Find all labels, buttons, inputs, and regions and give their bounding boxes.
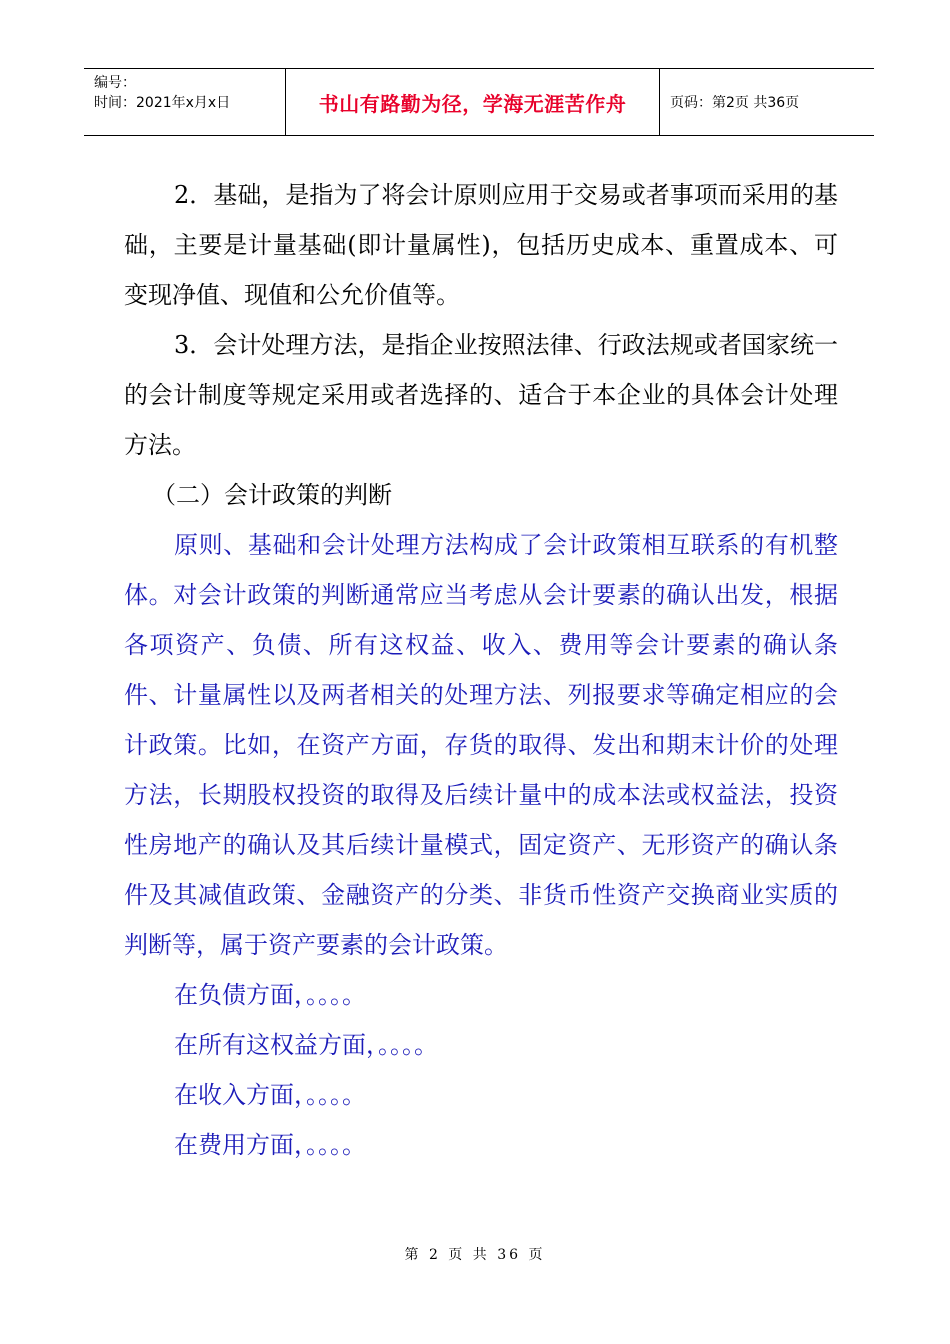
header-meta [84, 69, 286, 135]
section-heading: （二）会计政策的判断 [152, 481, 392, 509]
document-body [124, 170, 838, 1170]
page-info-text: 页码：第2页 共36页 [670, 95, 800, 111]
page-header [84, 68, 874, 136]
paragraph-liabilities: 在负债方面，。。。。 [174, 981, 366, 1009]
header-motto [286, 69, 660, 135]
footer-page-number: 第 2 页 共 36 页 [404, 1247, 546, 1263]
header-page-info [660, 69, 874, 135]
paragraph-expenses: 在费用方面，。。。。 [174, 1131, 366, 1159]
motto-text: 书山有路勤为径，学海无涯苦作舟 [318, 91, 627, 116]
paragraph-basis: 2．基础，是指为了将会计原则应用于交易或者事项而采用的基础，主要是计量基础(即计量属性)，包括历史成本、重置成本、可变现净值、现值和公允价值等。 [124, 181, 838, 309]
document-number-label: 编号： [94, 75, 136, 91]
paragraph-equity: 在所有这权益方面，。。。。 [174, 1031, 438, 1059]
document-time: 时间：2021年x月x日 [94, 95, 231, 111]
paragraph-judgment: 原则、基础和会计处理方法构成了会计政策相互联系的有机整体。对会计政策的判断通常应当考虑从会计要素的确认出发，根据各项资产、负债、所有这权益、收入、费用等会计要素的确认条件、计量属性以及两者相关的处理方法、列报要求等确定相应的会计政策。比如，在资产方面，存货的取得、发出和期末计价的处理方法，长期股权投资的取得及后续计量中的成本法或权益法，投资性房地产的确认及其后续计量模式，固定资产、无形资产的确认条件及其减值政策、金融资产的分类、非货币性资产交换商业实质的判断等，属于资产要素的会计政策。 [124, 531, 838, 959]
page-footer [0, 1244, 950, 1264]
paragraph-method: 3．会计处理方法，是指企业按照法律、行政法规或者国家统一的会计制度等规定采用或者选择的、适合于本企业的具体会计处理方法。 [124, 331, 838, 459]
paragraph-revenue: 在收入方面，。。。。 [174, 1081, 366, 1109]
